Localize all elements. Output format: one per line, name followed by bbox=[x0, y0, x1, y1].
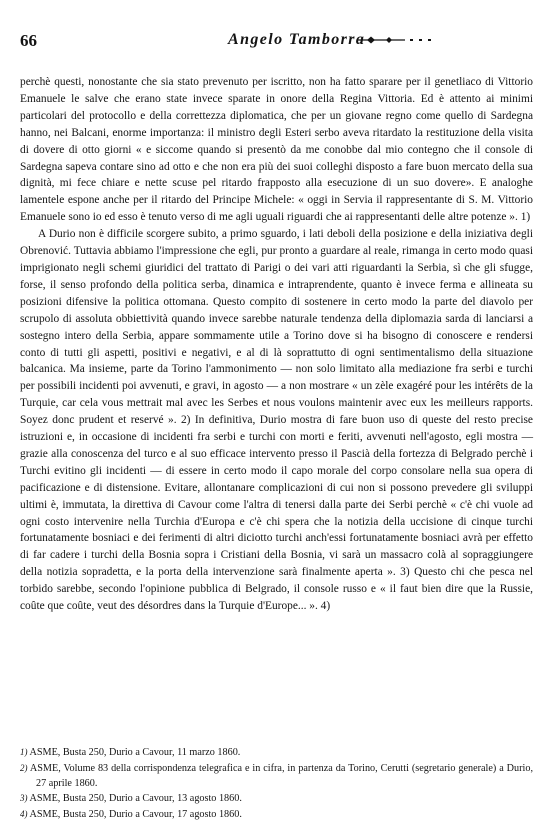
footnote-3 bbox=[20, 791, 533, 807]
paragraph-1: perchè questi, nonostante che sia stato prevenuto per iscritto, non ha fatto sparare per il genetliaco di Vittorio Emanuele le salve che erano state invece sparate in onore della Regina Vittoria. Ed è attento ai minimi particolari del protocollo e della correttezza diplomatica, che per un giovane regno come quello di Sardegna hanno, nei Balcani, enorme importanza: il ministro degli Esteri serbo aveva ritardato la restituzione della visita di dovere di otto giorni « e siccome quando si presentò da me conobbe dal mio contegno che il console di Sardegna sapeva contare sino ad otto e che non era più dei suoi colleghi disposto a fare buon mercato della sua dignità, mi fece chiare e nette scuse pel ritardo frapposto alla esecuzione di un suo dovere». E analoghe lamentele espone anche per il ritardo del Principe Michele: « oggi in Servia il rappresentante di S. M. Vittorio Emanuele sono io ed esso è tenuto verso di me agli uguali riguardi che ai rappresentanti delle altre potenze ». 1) bbox=[20, 76, 533, 224]
paragraph-2: A Durio non è difficile scorgere subito, a primo sguardo, i lati deboli della posizione e della iniziativa degli Obrenović. Tuttavia abbiamo l'impressione che egli, pur pronto a guardare al reale, rimanga in certo modo quasi imprigionato negli schemi giuridici del trattato di Parigi o dei vari atti riguardanti la Serbia, sì che gli sfugge, forse, il senso profondo della politica serba, dinamica e intraprendente, quanto è invece ferma e allineata su posizioni difensive la politica ottomana. Questo compito di sostenere in certo modo la parte del diavolo per scrupolo di assoluta obbiettività quando invece sarebbe naturale tendenza della diplomazia sarda di lanciarsi a sostegno intero della Serbia, appare sommamente utile a Torino dove si ha bisogno di conoscere e rendersi conto di tutti gli aspetti, positivi e negativi, e al di là soprattutto di ogni sentimentalismo della situazione balcanica. Ma insieme, parte da Torino l'ammonimento — non solo limitato alla mediazione fra serbi e turchi per possibili incidenti poi avvenuti, e gravi, in agosto — a non mostrare « un zèle exagéré pour les intérêts de la Turquie, car cela vous mettrait mal avec les Serbes et nous voulons maintenir avec eux les meilleurs rapports. Soyez donc prudent et reservé ». 2) In definitiva, Durio mostra di fare buon uso di queste del resto precise istruzioni e, in occasione di incidenti fra serbi e turchi con morti e feriti, avvenuti nell'agosto, egli mostra — grazie alla conoscenza del turco e al suo efficace intervento presso il Pascià della fortezza di Belgrado perchè i Turchi evitino gli incidenti — di essere in certo modo il capo morale del corpo consolare nella sua opera di pacificazione e di distensione. Evitare, allontanare complicazioni di cui non si possono prevedere gli sviluppi ultimi è, immutata, la direttiva di Cavour come l'altra di tenersi dalla parte dei Serbi perchè « c'è chi vuole ad ogni costo intervenire nella Turchia d'Europa e c'è chi spera che la notizia della uccisione di cinque turchi fortunatamente bosniaci e dei ferimenti di altri diciotto turchi anch'essi fortunatamente bosniaci avrà per effetto di far cadere i turchi della Bosnia sopra i Cristiani della Bosnia, vi sarà un massacro colà al sopraggiungere della notizia sopradetta, e la porta della intervenzione sarà finalmente aperta ». 3) Questo chi che pesca nel torbido sarebbe, secondo l'opinione pubblica di Belgrado, il console russo e « il faut bien dire que la Russie, coûte que coûte, veut des désordres dans la Turquie d'Europe... ». 4) bbox=[20, 228, 533, 613]
footnote-text: ASME, Busta 250, Durio a Cavour, 13 agosto 1860. bbox=[29, 793, 242, 805]
page-number: 66 bbox=[20, 31, 37, 50]
footnote-mark: 1) bbox=[20, 747, 28, 757]
footnotes bbox=[20, 745, 533, 823]
footnote-mark: 2) bbox=[20, 762, 28, 773]
main-text bbox=[20, 74, 533, 615]
running-title: Angelo Tamborra bbox=[228, 31, 366, 48]
footnote-text: ASME, Busta 250, Durio a Cavour, 11 marzo 1860. bbox=[29, 747, 241, 758]
printer-ornament-icon bbox=[357, 36, 437, 44]
footnote-1 bbox=[20, 745, 533, 761]
footnote-text: ASME, Volume 83 della corrispondenza telegrafica e in cifra, in partenza da Torino, Cerutti (segretario generale) a Durio, 27 aprile 1860. bbox=[29, 762, 533, 789]
footnote-4 bbox=[20, 807, 533, 823]
footnote-text: ASME, Busta 250, Durio a Cavour, 17 agosto 1860. bbox=[29, 809, 242, 821]
footnote-mark: 4) bbox=[20, 809, 28, 820]
footnote-2 bbox=[20, 761, 533, 792]
footnote-mark: 3) bbox=[20, 793, 28, 804]
